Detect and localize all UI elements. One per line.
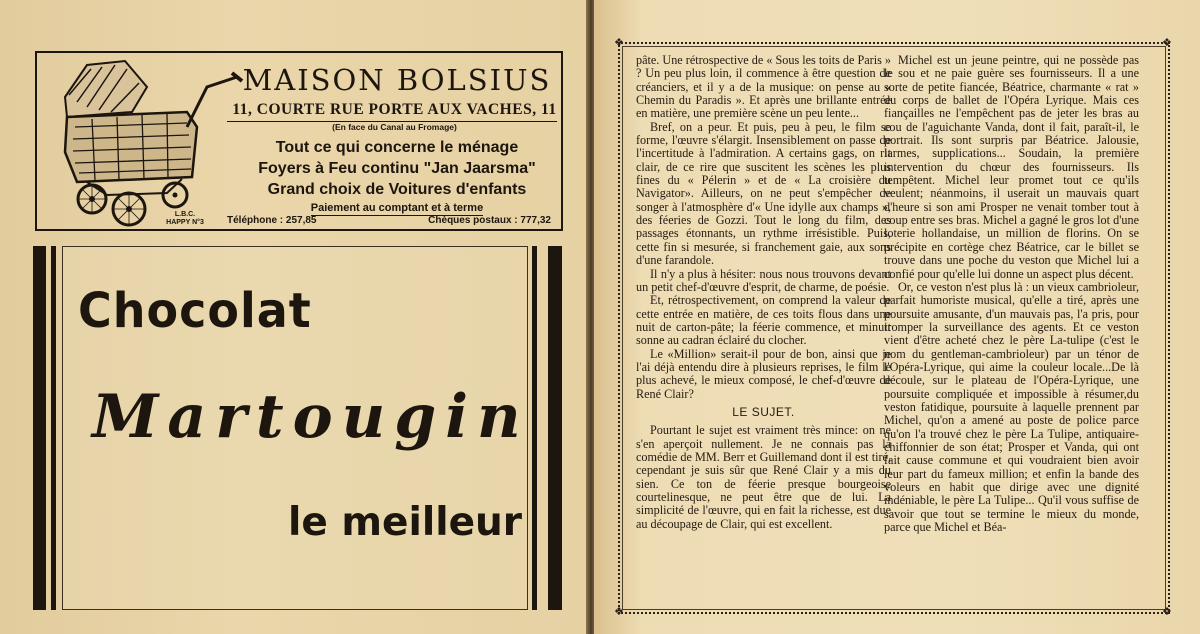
maison-telephone: Téléphone : 257,85	[227, 215, 317, 226]
maison-payment	[232, 202, 562, 214]
paragraph: Pourtant le sujet est vraiment très mince: on ne s'en aperçoit nullement. Je ne connais pas la comédie de MM. Berr et Guillemand dont il est tiré, cependant je suis sûr que René Clair y a mis du sien. Ce ton de féerie presque bourgeoise courtelinesque, ne peut être que de lui. La simplicité de l'œuvre, qui en fait la richesse, est due au découpage de Clair, qui est excellent.	[636, 423, 891, 531]
paragraph: Michel est un jeune peintre, qui ne possède pas le sou et ne paie guère ses fournisseurs. Il a une sorte de petite fiancée, Béatrice, charmante « rat » du corps de ballet de l'Opéra Lyrique. Mais ces fiançailles ne l'empêchent pas de jeter les bras au cou de l'aguichante Vanda, dont il fait, paraît-il, le portrait. Ils sont surpris par Béatrice. Jalousie, larmes, supplications... Soudain, la première intervention du chœur des fournisseurs. Ils tempêtent. Michel leur promet tout ce qu'ils veulent; néanmoins, il userait un mauvais quart d'heure si son ami Prosper ne venait tomber tout à coup entre ses bras. Michel a gagné le gros lot d'une loterie hollandaise, un million de florins. On se précipite en cortège chez Béatrice, car le billet se trouve dans une poche du veston que Michel lui a confié pour qu'elle lui donne un aspect plus décent.	[884, 53, 1139, 281]
corner-ornament: ❖	[1162, 36, 1172, 49]
offer-line: Tout ce qui concerne le ménage	[275, 139, 519, 156]
chocolat-bar-right-thick	[548, 246, 562, 610]
offer-line: Foyers à Feu continu "Jan Jaarsma"	[258, 160, 536, 177]
payment-text: Paiement au comptant et à terme	[310, 202, 484, 214]
corner-ornament: ❖	[614, 605, 624, 618]
corner-ornament: ❖	[1162, 605, 1172, 618]
pram-mark-line-1: L.B.C.	[174, 211, 196, 218]
chocolat-bar-left-thick	[33, 246, 46, 610]
chocolat-line-1: Chocolat	[78, 281, 312, 339]
maison-offer-lines	[232, 137, 562, 200]
chocolat-brand: Martougin	[92, 382, 530, 452]
article-column-2	[884, 54, 1139, 534]
paragraph: Le «Million» serait-il pour de bon, ainsi que je l'ai déjà entendu dire à plusieurs reprises, le film le plus achevé, le mieux composé, le chef-d'œuvre de René Clair?	[636, 346, 891, 401]
paragraph: pâte. Une rétrospective de « Sous les toits de Paris » ? Un peu plus loin, il commence à être question de créanciers, et il y a de la musique: on pense au « Chemin du Paradis ». Et après une brillante entrée en matière, une première scène un peu lente...	[636, 53, 891, 121]
left-page	[0, 0, 588, 634]
maison-address: 11, COURTE RUE PORTE AUX VACHES, 11	[232, 101, 557, 118]
right-page	[594, 0, 1200, 634]
paragraph: Il n'y a plus à hésiter: nous nous trouvons devant un petit chef-d'œuvre d'esprit, de charme, de poésie.	[636, 266, 891, 294]
pram-model-mark	[165, 211, 205, 227]
paragraph: Et, rétrospectivement, on comprend la valeur de cette entrée en matière, de ces toits flous dans une nuit de carton-pâte; la féerie commence, et minuit sonne au cadran éclairé du clocher.	[636, 293, 891, 348]
maison-cheques: Chèques postaux : 777,32	[428, 215, 551, 226]
section-heading: LE SUJET.	[732, 404, 795, 419]
pram-illustration	[47, 57, 252, 227]
article-column-1	[636, 54, 891, 531]
paragraph: Or, ce veston n'est plus là : un vieux cambrioleur, parfait humoriste musical, qu'elle a tiré, après une poursuite amusante, d'un mauvais pas, l'a pris, pour tromper la surveillance des agents. Et ce veston vient d'être acheté chez le père La-tulipe (c'est le nom du gentleman-cambrioleur) par un ténor de l'Opéra-Lyrique, qui aime la couleur locale...De là découle, sur le plateau de l'Opéra-Lyrique, une poursuite compliquée et impossible à résumer,du veston fatidique, poursuite à laquelle prennent par Michel, qu'on a amené au poste de police parce qu'on l'a trouvé chez le père La Tulipe, antiquaire-chiffonnier de son état; Prosper et Vanda, qui ont fait cause commune et qui voudraient bien avoir leur part du fameux million; et enfin la bande des voleurs en habit que dirige avec une dignité indéniable, le père La Tulipe... Qu'il vous suffise de savoir que tout se termine le mieux du monde, parce que Michel et Béa-	[884, 279, 1139, 535]
pram-mark-line-2: HAPPY N°3	[166, 219, 204, 226]
chocolat-bar-right-thin	[532, 246, 537, 610]
maison-title: MAISON BOLSIUS	[242, 63, 552, 97]
maison-bolsius-ad	[35, 51, 563, 231]
paragraph: Bref, on a peur. Et puis, peu à peu, le film se forme, l'œuvre s'élargit. Insensiblement on passe de l'incertitude à l'admiration. A certains gags, on rit clair, de ce rire que suscitent les scènes les plus fines du « Pélerin » et de « La croisière du Navigator». Ailleurs, on ne peut s'empêcher de songer à l'atmosphère d'« Une idylle aux champs », des féeries de Gozzi. Tout le long du film, des passages étonnants, un rythme irrésistible. Puis, cette fin si mesurée, si franchement gaie, aux sons d'une farandole.	[636, 119, 891, 268]
chocolat-bar-left-thin	[51, 246, 56, 610]
chocolat-slogan: le meilleur	[288, 500, 523, 545]
offer-line: Grand choix de Voitures d'enfants	[267, 181, 527, 198]
corner-ornament: ❖	[614, 36, 624, 49]
maison-subtitle: (En face du Canal au Fromage)	[332, 122, 457, 132]
